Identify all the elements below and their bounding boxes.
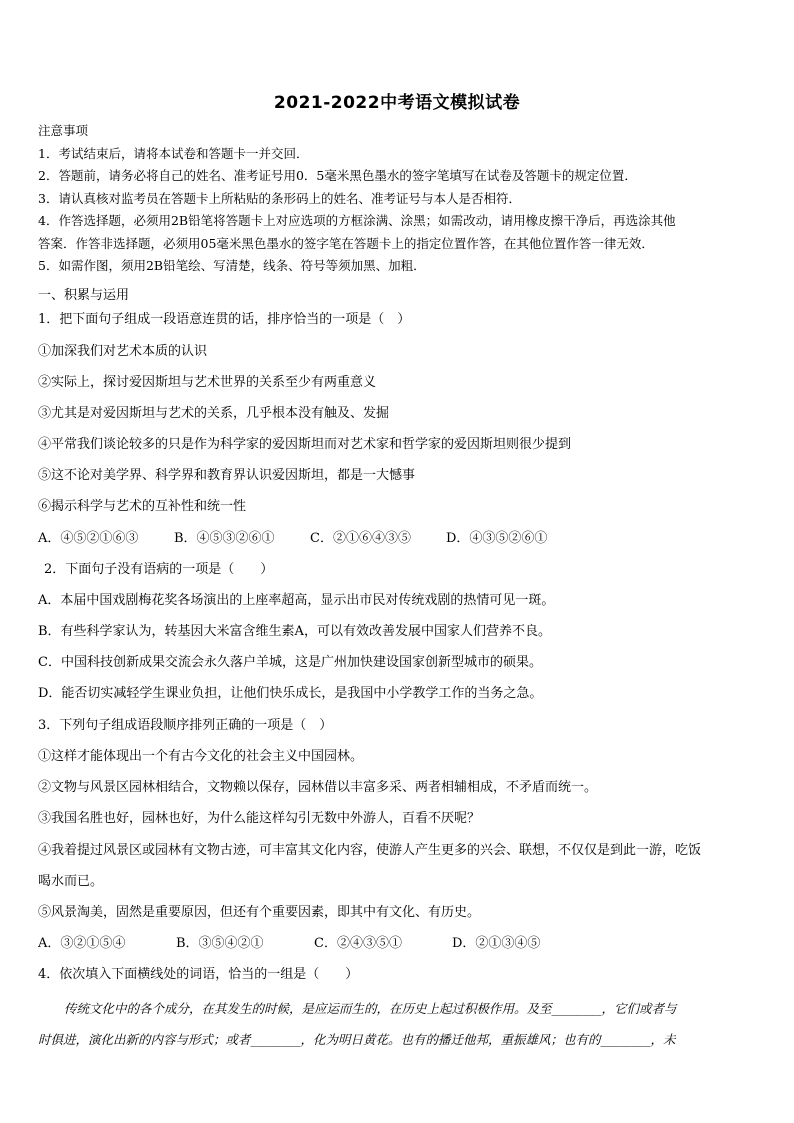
q1-option-b[interactable]: B．④⑤③②⑥① — [174, 531, 275, 546]
q3-option-d[interactable]: D．②①③④⑤ — [452, 936, 541, 951]
q4-passage — [38, 1000, 760, 1049]
q1-option-d[interactable]: D．④③⑤②⑥① — [446, 531, 548, 546]
notes-item: 4．作答选择题，必须用2B铅笔将答题卡上对应选项的方框涂满、涂黑；如需改动，请用橡皮擦干净后，再选涂其他 — [38, 213, 676, 228]
q1-sentence: ②实际上，探讨爱因斯坦与艺术世界的关系至少有两重意义 — [38, 375, 377, 390]
q2-option-b[interactable]: B．有些科学家认为，转基因大米富含维生素A，可以有效改善发展中国家人们营养不良。 — [38, 624, 551, 639]
q4-passage-line: 时俱进，演化出新的内容与形式；或者________，化为明日黄花。也有的播迁他邦，重振雄风；也有的________，未 — [38, 1032, 676, 1047]
q1-sentence: ①加深我们对艺术本质的认识 — [38, 344, 208, 359]
question-2-stem: 2．下面句子没有语病的一项是（ ） — [44, 562, 274, 577]
q3-sentence: ④我着提过风景区或园林有文物古迹，可丰富其文化内容，使游人产生更多的兴会、联想，不仅仅是到此一游，吃饭 — [38, 843, 702, 858]
q2-option-a[interactable]: A．本届中国戏剧梅花奖各场演出的上座率超高，显示出市民对传统戏剧的热情可见一斑。 — [38, 593, 555, 608]
q3-option-b[interactable]: B．③⑤④②① — [176, 936, 264, 951]
notes-block — [38, 120, 760, 278]
q1-sentence: ③尤其是对爱因斯坦与艺术的关系，几乎根本没有触及、发掘 — [38, 406, 390, 421]
notes-heading: 注意事项 — [38, 123, 89, 138]
question-4-stem: 4．依次填入下面横线处的词语，恰当的一组是（ ） — [38, 967, 359, 982]
page-title: 2021-2022中考语文模拟试卷 — [273, 93, 521, 113]
q1-sentence: ⑥揭示科学与艺术的互补性和统一性 — [38, 499, 247, 514]
q3-sentence: ⑤风景淘美，固然是重要原因，但还有个重要因素，即其中有文化、有历史。 — [38, 905, 481, 920]
q1-option-a[interactable]: A．④⑤②①⑥③ — [38, 531, 139, 546]
q1-sentence: ④平常我们谈论较多的只是作为科学家的爱因斯坦而对艺术家和哲学家的爱因斯坦则很少提到 — [38, 437, 572, 452]
notes-item: 2．答题前，请务必将自己的姓名、准考证号用0．5毫米黑色墨水的签字笔填写在试卷及答题卡的规定位置． — [38, 168, 637, 183]
q3-options — [38, 935, 540, 953]
notes-item: 5．如需作图，须用2B铅笔绘、写清楚，线条、符号等须加黑、加粗． — [38, 258, 426, 273]
q1-sentence: ⑤这不论对美学界、科学界和教育界认识爱因斯坦，都是一大憾事 — [38, 468, 416, 483]
q3-sentence: 喝水而已。 — [38, 874, 104, 889]
q1-option-c[interactable]: C．②①⑥④③⑤ — [310, 531, 411, 546]
q3-sentence: ②文物与风景区园林相结合，文物赖以保存，园林借以丰富多采、两者相辅相成，不矛盾而统一。 — [38, 780, 598, 795]
question-1-stem: 1．把下面句子组成一段语意连贯的话，排序恰当的一项是（ ） — [38, 312, 411, 327]
q4-passage-line: 传统文化中的各个成分，在其发生的时候，是应运而生的，在历史上起过积极作用。及至________，它们或者与 — [64, 1001, 677, 1016]
q3-sentence: ①这样才能体现出一个有古今文化的社会主义中国园林。 — [38, 749, 364, 764]
q3-option-c[interactable]: C．②④③⑤① — [314, 936, 402, 951]
q2-option-c[interactable]: C．中国科技创新成果交流会永久落户羊城，这是广州加快建设国家创新型城市的硕果。 — [38, 655, 542, 670]
q1-options — [38, 530, 547, 548]
question-3-stem: 3．下列句子组成语段顺序排列正确的一项是（ ） — [38, 718, 333, 733]
notes-item: 1．考试结束后，请将本试卷和答题卡一并交回． — [38, 145, 309, 161]
notes-item: 答案．作答非选择题，必须用05毫米黑色墨水的签字笔在答题卡上的指定位置作答，在其他位置作答一律无效． — [38, 235, 654, 251]
q3-sentence: ③我国名胜也好，园林也好，为什么能这样勾引无数中外游人，百看不厌呢？ — [38, 811, 481, 826]
notes-item: 3．请认真核对监考员在答题卡上所粘贴的条形码上的姓名、准考证号与本人是否相符． — [38, 190, 521, 206]
q2-option-d[interactable]: D．能否切实减轻学生课业负担，让他们快乐成长，是我国中小学教学工作的当务之急。 — [38, 686, 543, 701]
section-heading: 一、积累与运用 — [38, 288, 130, 303]
q3-option-a[interactable]: A．③②①⑤④ — [38, 936, 126, 951]
